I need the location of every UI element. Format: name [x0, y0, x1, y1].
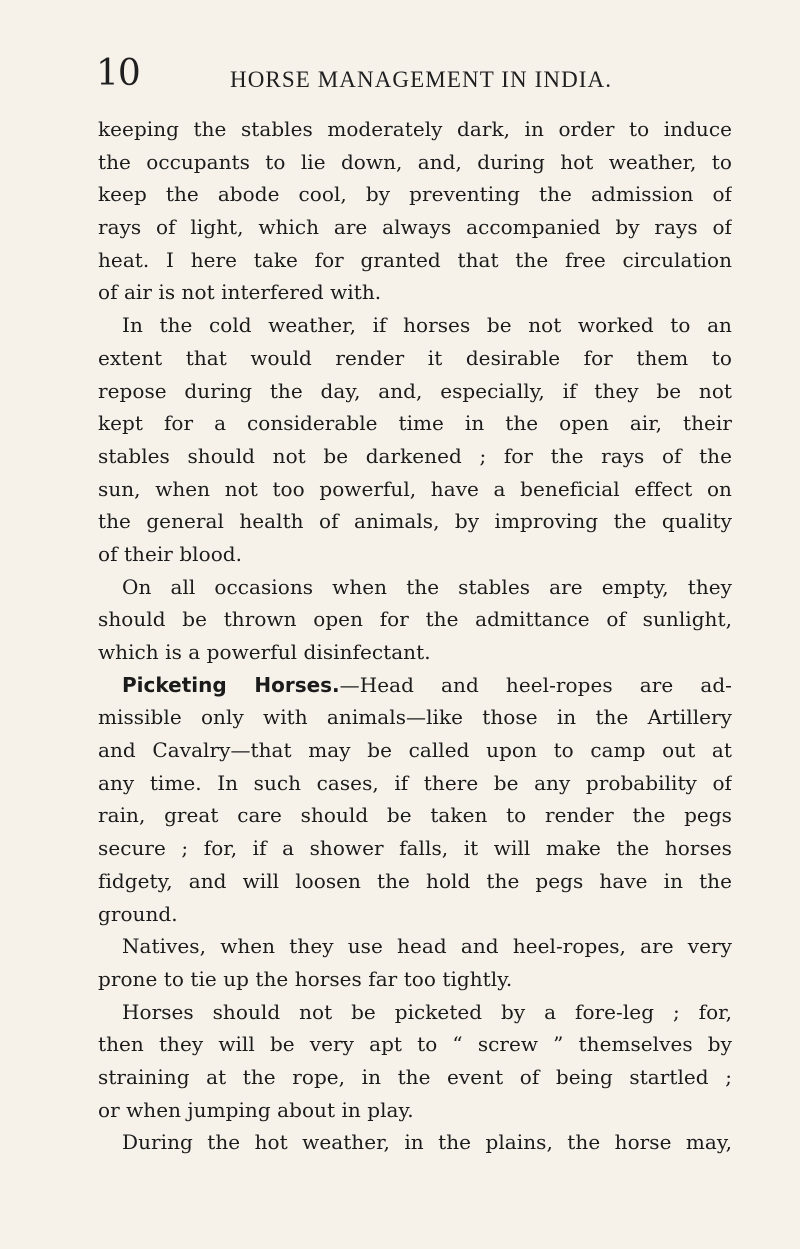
text-line: keeping the stables moderately dark, in order to induce: [98, 117, 732, 141]
text-line: sun, when not too powerful, have a beneficial effect on: [98, 476, 732, 501]
text-line: straining at the rope, in the event of being startled ;: [98, 1064, 732, 1089]
text-line: of their blood.: [98, 541, 243, 566]
text-line: extent that would render it desirable for them to: [98, 345, 732, 370]
text-line: prone to tie up the horses far too tightly.: [98, 966, 513, 991]
text-line: rain, great care should be taken to render the pegs: [98, 803, 732, 828]
running-head: HORSE MANAGEMENT IN INDIA.: [230, 67, 613, 92]
page-number: 10: [96, 53, 140, 94]
text-line: the general health of animals, by improving the quality: [98, 509, 732, 534]
text-line: In the cold weather, if horses be not worked to an: [122, 313, 732, 338]
text-line: fidgety, and will loosen the hold the pegs have in the: [98, 868, 732, 893]
section-heading: Picketing Horses.: [122, 672, 340, 697]
text-line: repose during the day, and, especially, if they be not: [98, 378, 732, 403]
text-line: Horses should not be picketed by a fore-leg ; for,: [122, 999, 732, 1024]
text-line: then they will be very apt to “ screw ” themselves by: [98, 1032, 732, 1057]
text-line: and Cavalry—that may be called upon to camp out at: [98, 738, 732, 763]
text-line: any time. In such cases, if there be any probability of: [98, 770, 732, 795]
text-line: or when jumping about in play.: [98, 1097, 414, 1122]
section-heading-line: [98, 669, 732, 702]
text-line: Natives, when they use head and heel-ropes, are very: [122, 934, 732, 959]
text-line: secure ; for, if a shower falls, it will make the horses: [98, 836, 732, 861]
body-text: [98, 113, 732, 1159]
section-heading-continuation: —Head and heel-ropes are ad-: [339, 672, 732, 697]
page-header: [0, 53, 800, 96]
text-line: heat. I here take for granted that the free circulation: [98, 247, 732, 272]
text-line: which is a powerful disinfectant.: [98, 640, 431, 664]
text-line: ground.: [98, 901, 178, 926]
text-line: keep the abode cool, by preventing the admission of: [98, 182, 732, 207]
text-line: stables should not be darkened ; for the rays of the: [98, 443, 732, 468]
text-line: During the hot weather, in the plains, the horse may,: [122, 1130, 732, 1155]
text-line: kept for a considerable time in the open air, their: [98, 411, 732, 436]
text-line: On all occasions when the stables are empty, they: [122, 574, 732, 599]
text-line: of air is not interfered with.: [98, 280, 382, 305]
text-line: the occupants to lie down, and, during hot weather, to: [98, 149, 732, 174]
text-line: missible only with animals—like those in the Artillery: [98, 705, 732, 730]
text-line: rays of light, which are always accompanied by rays of: [98, 215, 732, 240]
text-line: should be thrown open for the admittance of sunlight,: [98, 607, 732, 632]
